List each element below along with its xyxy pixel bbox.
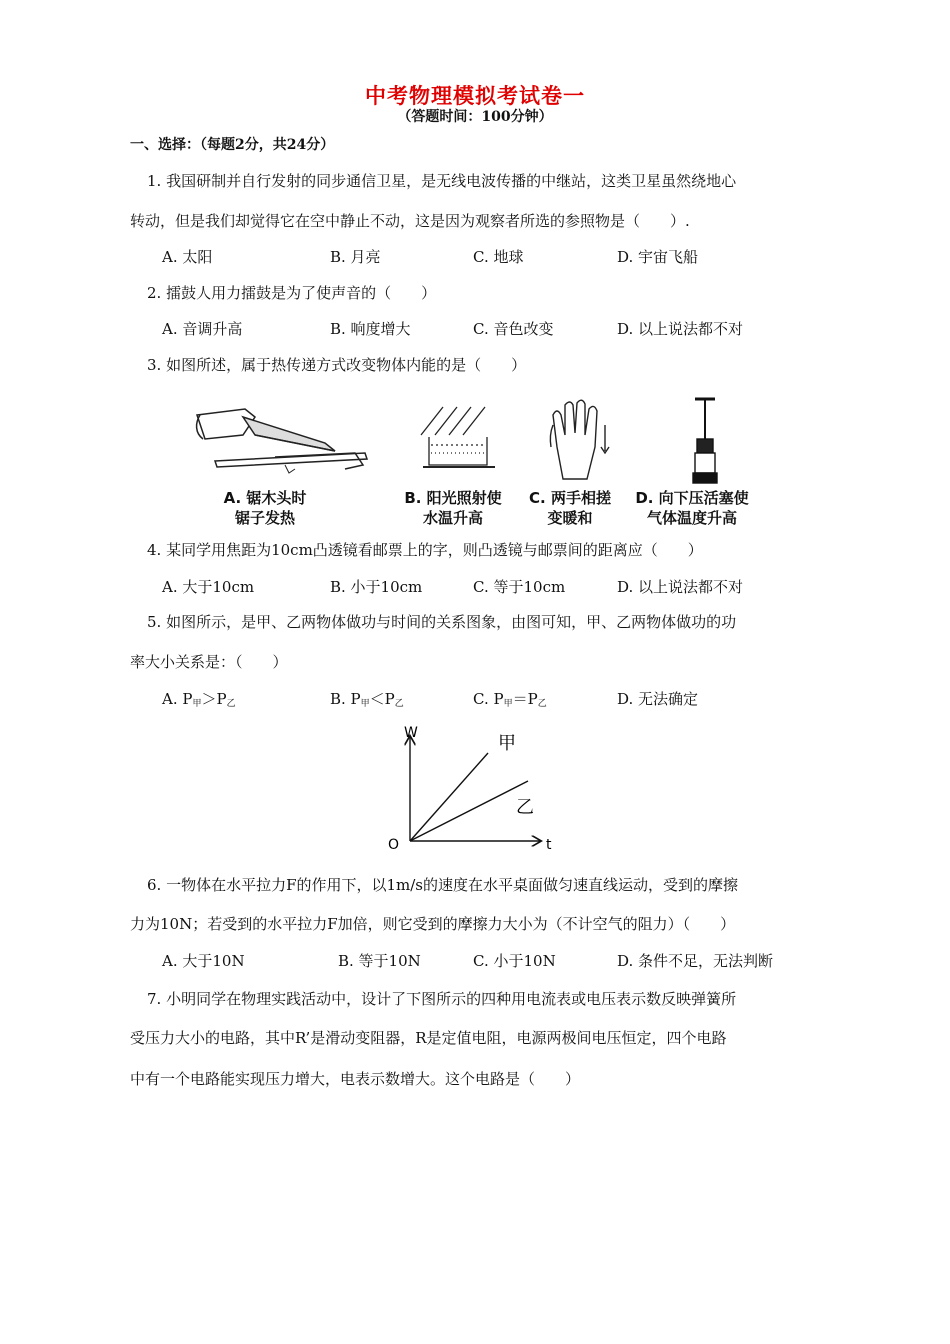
q5-option-a: A. $P_甲>P_乙$: [162, 690, 236, 709]
line-jia: [410, 753, 488, 841]
exam-time: （答题时间：100分钟）: [397, 109, 553, 125]
x-axis-label: t: [546, 837, 552, 853]
q4-option-b: B. 小于10cm: [330, 578, 423, 596]
q7-line1: 7. 小明同学在物理实践活动中，设计了下图所示的四种用电流表或电压表示数反映弹簧所: [147, 990, 737, 1008]
line-yi-label: 乙: [516, 797, 534, 818]
q3-figures: [185, 395, 765, 493]
q1-option-a: A. 太阳: [162, 248, 213, 266]
q6-option-a: A. 大于10N: [162, 952, 245, 970]
q5-option-d: D. 无法确定: [617, 690, 699, 708]
q4-option-a: A. 大于10cm: [162, 578, 255, 596]
q1-line2: 转动，但是我们却觉得它在空中静止不动，这是因为观察者所选的参照物是（ ）.: [130, 212, 690, 230]
q6-option-c: C. 小于10N: [473, 952, 556, 970]
q2-option-b: B. 响度增大: [330, 320, 411, 338]
q4-option-d: D. 以上说法都不对: [617, 578, 744, 596]
q5-line2: 率大小关系是：（ ）: [130, 653, 288, 671]
saw-illustration: [197, 409, 367, 473]
q7-line3: 中有一个电路能实现压力增大，电表示数增大。这个电路是（ ）: [130, 1070, 581, 1088]
q6-line1: 6. 一物体在水平拉力F的作用下，以1m/s的速度在水平桌面做匀速直线运动，受到的摩擦: [147, 876, 739, 894]
piston-illustration: [693, 399, 717, 483]
q5-option-c: C. $P_甲=P_乙$: [473, 690, 547, 709]
q5-line1: 5. 如图所示，是甲、乙两物体做功与时间的关系图象，由图可知，甲、乙两物体做功的功: [147, 613, 737, 631]
line-yi: [410, 781, 528, 841]
line-jia-label: 甲: [498, 733, 516, 754]
hands-illustration: [550, 400, 609, 479]
q7-line2: 受压力大小的电路，其中R’是滑动变阻器，R是定值电阻，电源两极间电压恒定，四个电路: [130, 1029, 727, 1047]
q2-option-c: C. 音色改变: [473, 320, 554, 338]
q2-line1: 2. 擂鼓人用力擂鼓是为了使声音的（ ）: [147, 284, 437, 302]
page-title: 中考物理模拟考试卷一: [365, 83, 585, 108]
origin-label: O: [388, 837, 400, 853]
q3-caption-a: A. 锯木头时 锯子发热: [223, 489, 307, 527]
q1-line1: 1. 我国研制并自行发射的同步通信卫星，是无线电波传播的中继站，这类卫星虽然绕地心: [147, 172, 737, 190]
q3-line1: 3. 如图所述，属于热传递方式改变物体内能的是（ ）: [147, 356, 527, 374]
q5-option-b: B. $P_甲<P_乙$: [330, 690, 404, 709]
section-heading: 一、选择：（每题2分，共24分）: [130, 137, 335, 153]
q1-option-c: C. 地球: [473, 248, 524, 266]
y-axis-label: W: [404, 725, 418, 741]
q3-caption-b: B. 阳光照射使 水温升高: [404, 489, 502, 527]
q4-option-c: C. 等于10cm: [473, 578, 566, 596]
sunlight-water-illustration: [421, 407, 495, 467]
q2-option-a: A. 音调升高: [162, 320, 243, 338]
q6-option-d: D. 条件不足，无法判断: [617, 952, 774, 970]
q6-option-b: B. 等于10N: [338, 952, 421, 970]
work-time-graph: [380, 725, 560, 855]
q1-option-d: D. 宇宙飞船: [617, 248, 699, 266]
q3-caption-c: C. 两手相搓 变暖和: [529, 489, 611, 527]
q2-option-d: D. 以上说法都不对: [617, 320, 744, 338]
q3-caption-d: D. 向下压活塞使 气体温度升高: [635, 489, 749, 527]
q1-option-b: B. 月亮: [330, 248, 381, 266]
q6-line2: 力为10N；若受到的水平拉力F加倍，则它受到的摩擦力大小为（不计空气的阻力）（ ）: [130, 915, 736, 933]
q4-line1: 4. 某同学用焦距为10cm凸透镜看邮票上的字，则凸透镜与邮票间的距离应（ ）: [147, 541, 703, 559]
